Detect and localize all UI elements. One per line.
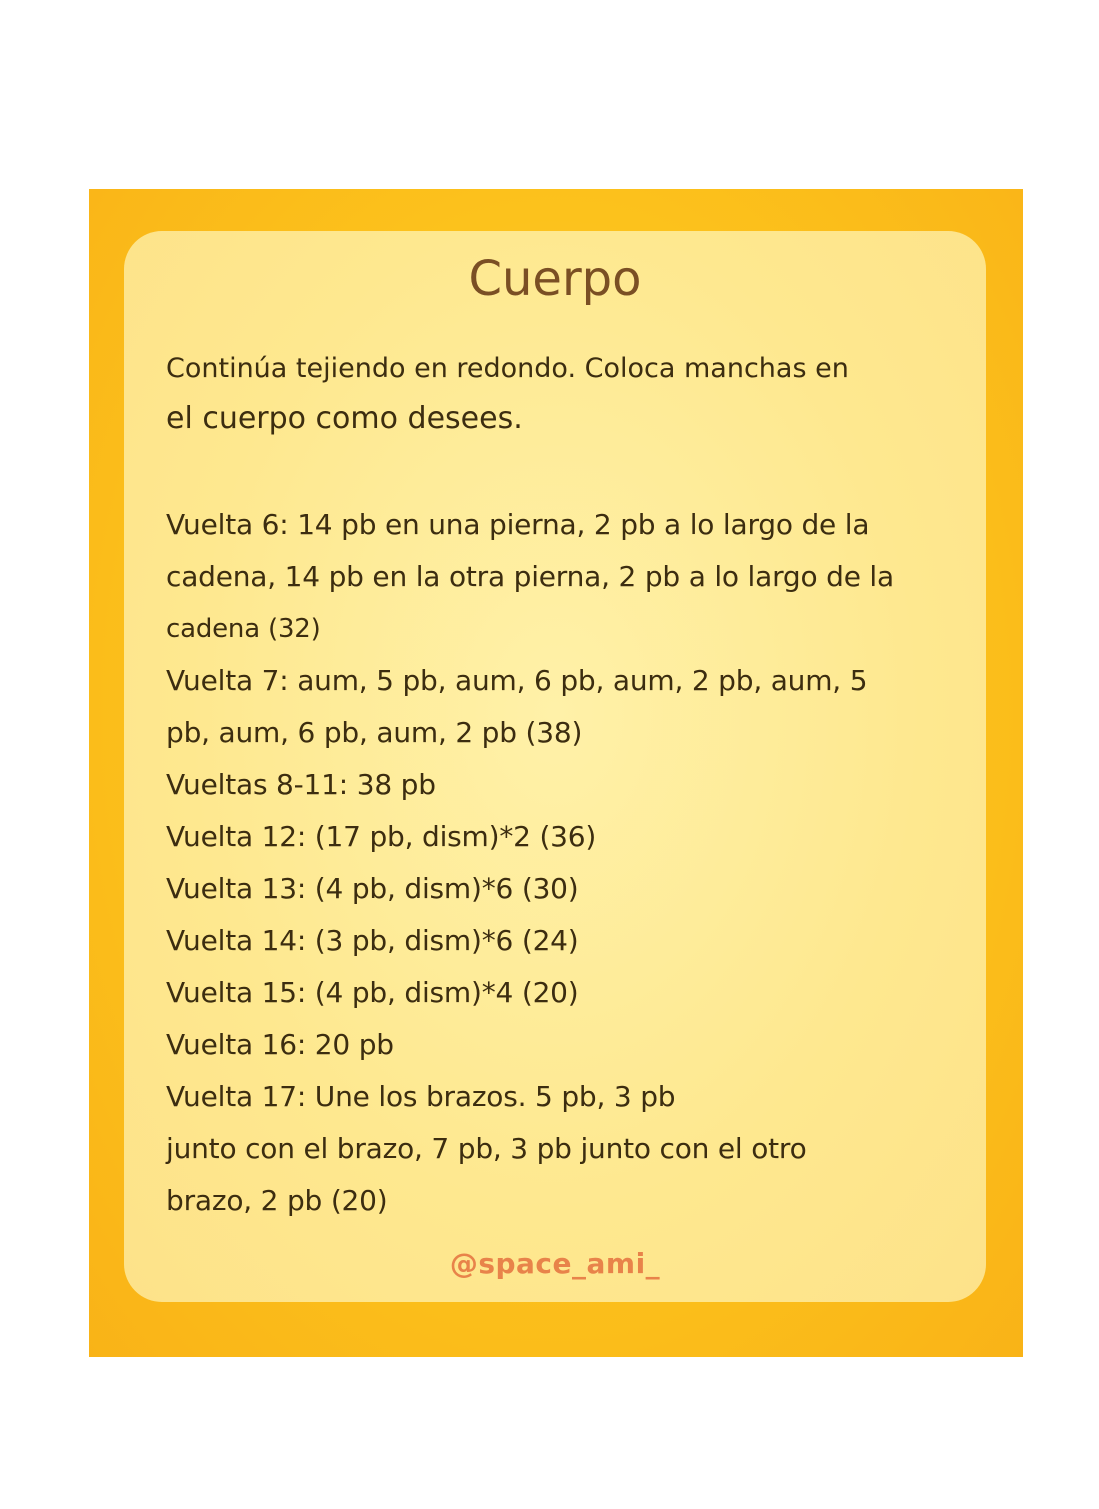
round-line: pb, aum, 6 pb, aum, 2 pb (38) bbox=[166, 716, 583, 749]
intro-text bbox=[166, 349, 966, 449]
round-line: Vuelta 12: (17 pb, dism)*2 (36) bbox=[166, 820, 597, 853]
round-line: Vueltas 8-11: 38 pb bbox=[166, 768, 436, 801]
pattern-frame bbox=[89, 189, 1023, 1357]
round-line: Vuelta 6: 14 pb en una pierna, 2 pb a lo largo de la bbox=[166, 508, 870, 541]
pattern-card bbox=[124, 231, 986, 1302]
round-line: Vuelta 16: 20 pb bbox=[166, 1028, 394, 1061]
round-line: Vuelta 15: (4 pb, dism)*4 (20) bbox=[166, 976, 579, 1009]
rounds-list bbox=[166, 499, 976, 1227]
round-line: cadena, 14 pb en la otra pierna, 2 pb a lo largo de la bbox=[166, 560, 894, 593]
round-line: Vuelta 14: (3 pb, dism)*6 (24) bbox=[166, 924, 579, 957]
round-line: Vuelta 7: aum, 5 pb, aum, 6 pb, aum, 2 pb, aum, 5 bbox=[166, 664, 868, 697]
round-line: junto con el brazo, 7 pb, 3 pb junto con el otro bbox=[166, 1132, 807, 1165]
round-line: Vuelta 13: (4 pb, dism)*6 (30) bbox=[166, 872, 579, 905]
round-line: brazo, 2 pb (20) bbox=[166, 1184, 388, 1217]
author-handle: @space_ami_ bbox=[449, 1247, 661, 1280]
intro-line-1: Continúa tejiendo en redondo. Coloca manchas en bbox=[166, 353, 849, 384]
round-line: cadena (32) bbox=[166, 614, 321, 644]
round-line: Vuelta 17: Une los brazos. 5 pb, 3 pb bbox=[166, 1080, 676, 1113]
intro-line-2: el cuerpo como desees. bbox=[166, 401, 523, 436]
page-title: Cuerpo bbox=[468, 251, 642, 307]
